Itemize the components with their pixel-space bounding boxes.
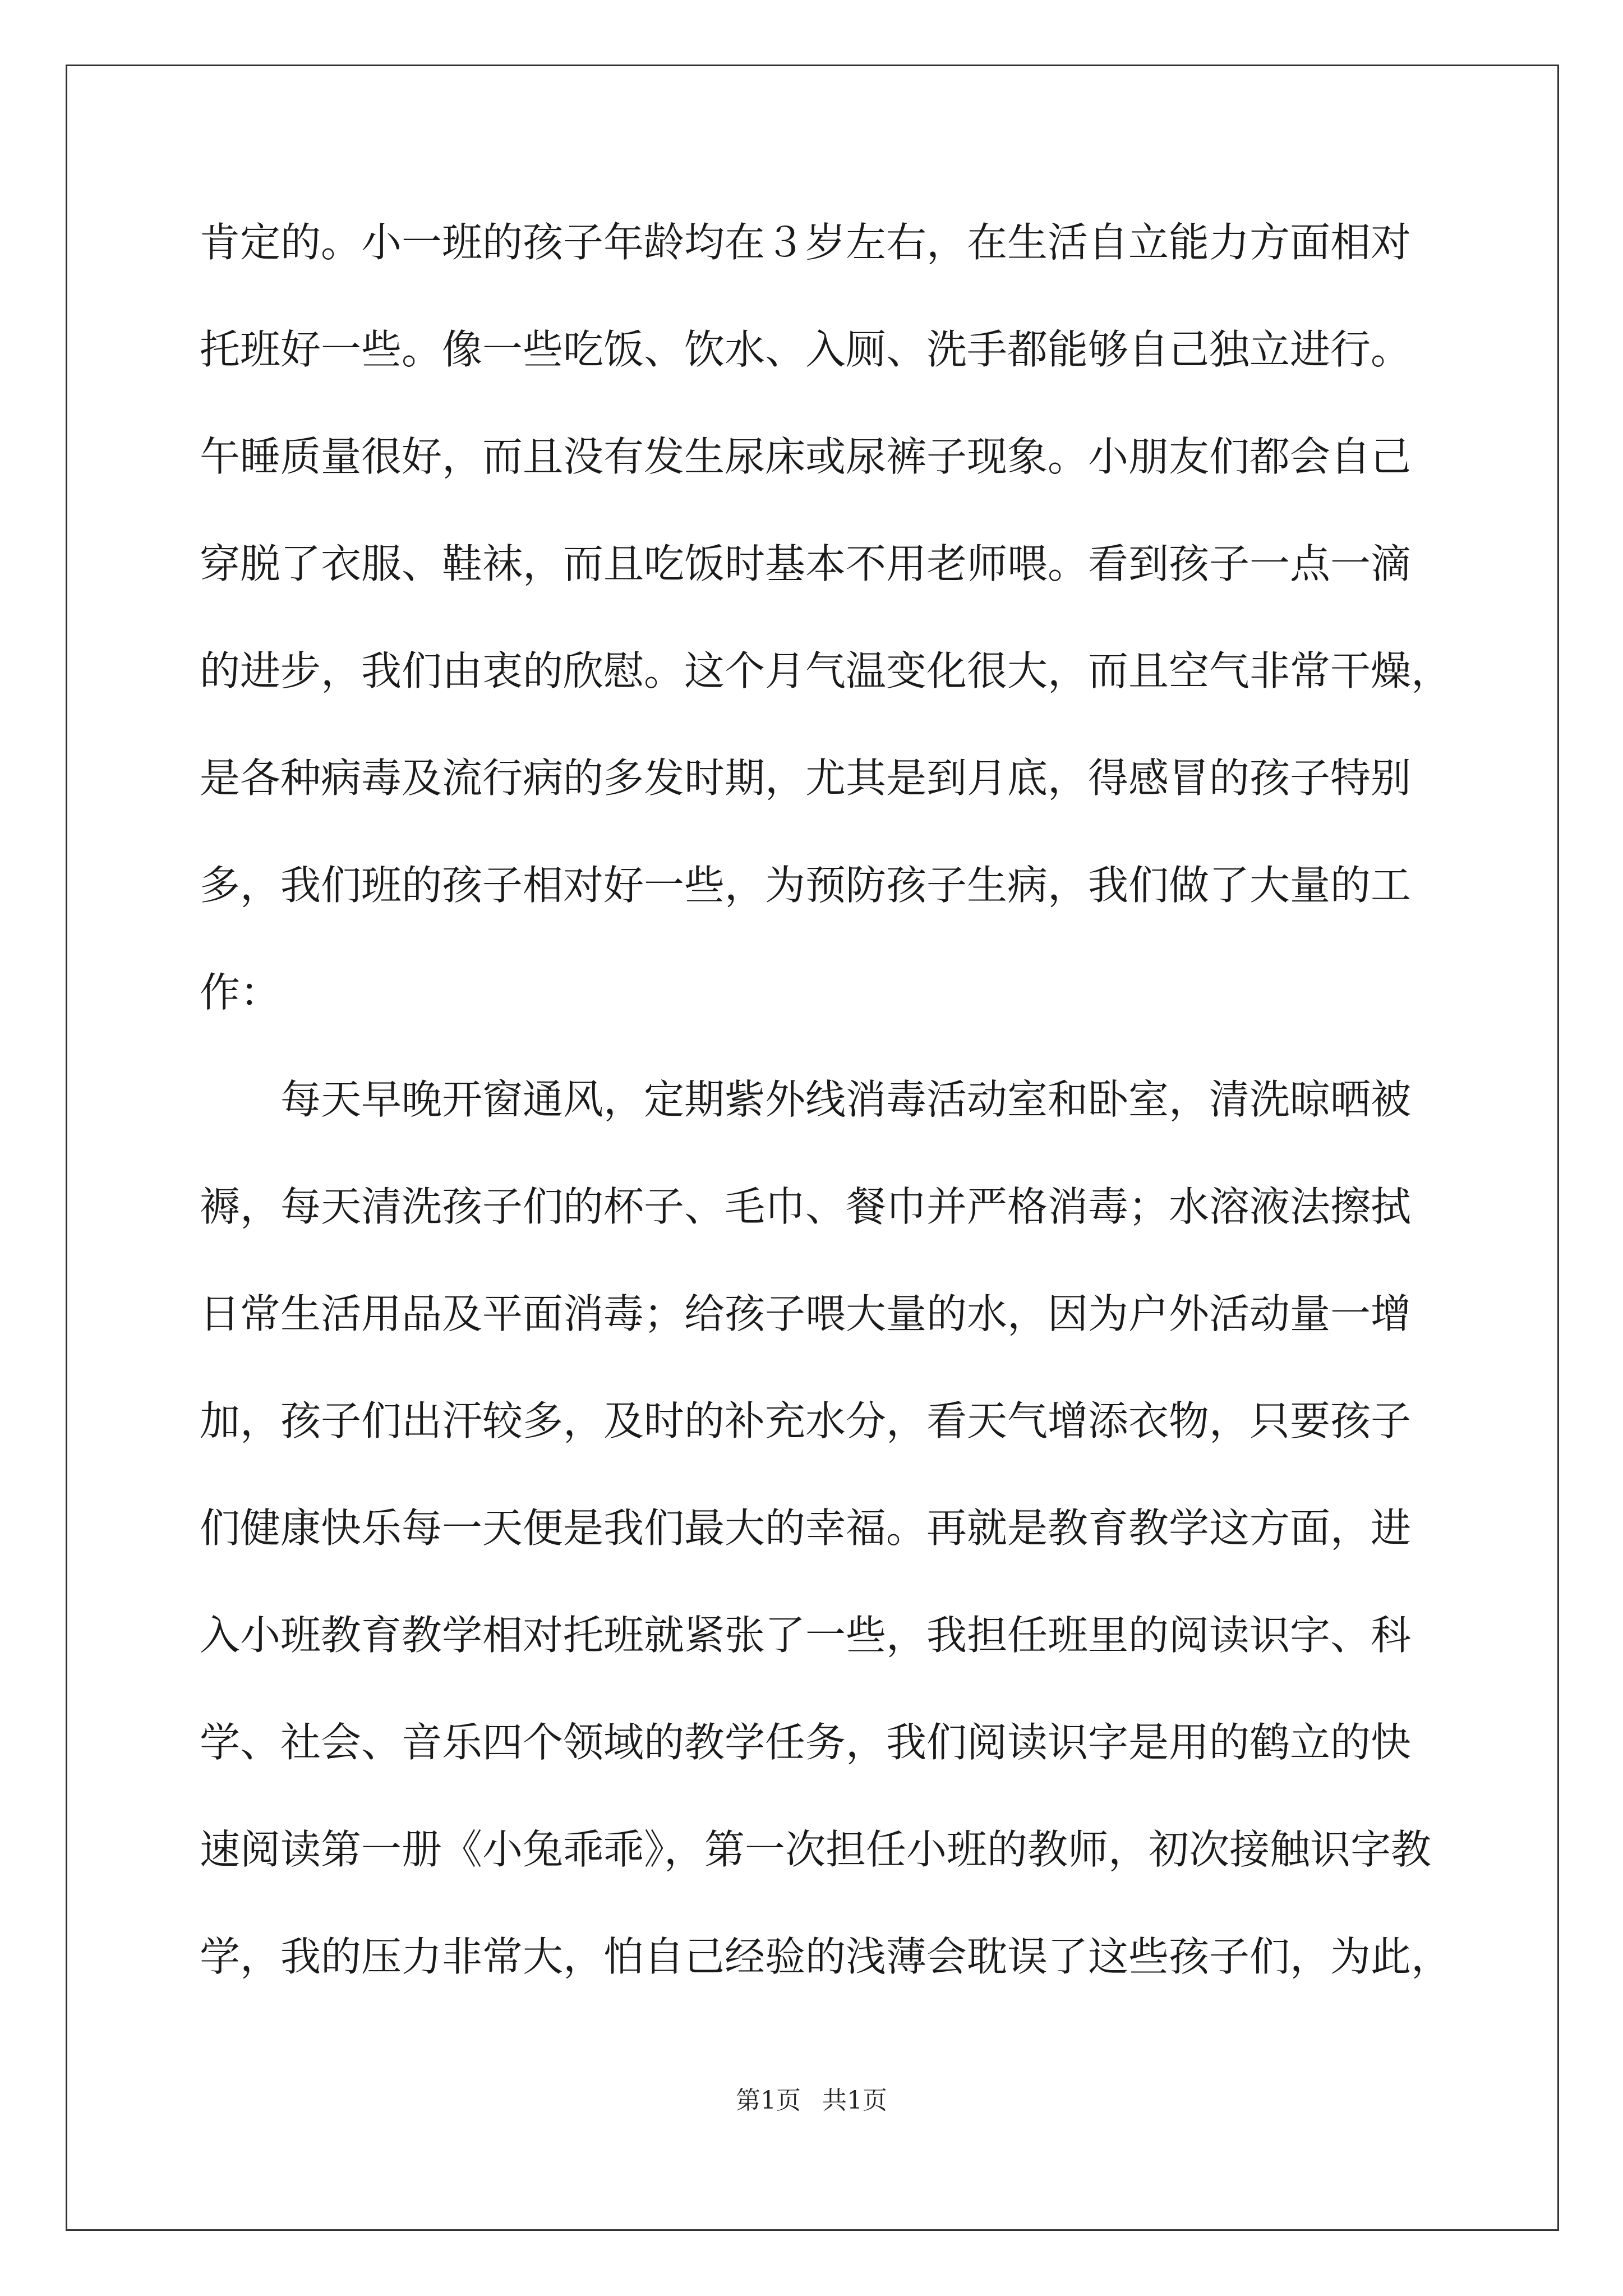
page-footer — [0, 2084, 1623, 2118]
page-number: 第1页 — [736, 2086, 801, 2115]
text-line: 每天早晚开窗通风，定期紫外线消毒活动室和卧室，清洗晾晒被 — [200, 1076, 1412, 1123]
text-line: 褥，每天清洗孩子们的杯子、毛巾、餐巾并严格消毒；水溶液法擦拭 — [200, 1183, 1412, 1230]
text-line: 日常生活用品及平面消毒；给孩子喂大量的水，因为户外活动量一增 — [200, 1290, 1412, 1337]
page-border — [66, 65, 1559, 2231]
page-total: 共1页 — [822, 2086, 887, 2115]
text-line: 穿脱了衣服、鞋袜，而且吃饭时基本不用老师喂。看到孩子一点一滴 — [200, 540, 1412, 587]
text-line: 肯定的。小一班的孩子年龄均在３岁左右，在生活自立能力方面相对 — [200, 219, 1412, 266]
text-line: 作： — [200, 969, 281, 1016]
text-line: 午睡质量很好，而且没有发生尿床或尿裤子现象。小朋友们都会自己 — [200, 433, 1412, 480]
text-line: 学、社会、音乐四个领域的教学任务，我们阅读识字是用的鹤立的快 — [200, 1719, 1412, 1766]
text-line: 加，孩子们出汗较多，及时的补充水分，看天气增添衣物，只要孩子 — [200, 1397, 1412, 1444]
text-line: 们健康快乐每一天便是我们最大的幸福。再就是教育教学这方面，进 — [200, 1504, 1412, 1552]
text-line: 学，我的压力非常大，怕自己经验的浅薄会耽误了这些孩子们，为此， — [200, 1933, 1452, 1980]
text-line: 速阅读第一册《小兔乖乖》，第一次担任小班的教师，初次接触识字教 — [200, 1826, 1432, 1873]
text-line: 多，我们班的孩子相对好一些，为预防孩子生病，我们做了大量的工 — [200, 862, 1412, 909]
text-line: 的进步，我们由衷的欣慰。这个月气温变化很大，而且空气非常干燥， — [200, 647, 1452, 694]
text-line: 是各种病毒及流行病的多发时期，尤其是到月底，得感冒的孩子特别 — [200, 754, 1412, 802]
text-line: 入小班教育教学相对托班就紧张了一些，我担任班里的阅读识字、科 — [200, 1612, 1412, 1659]
text-line: 托班好一些。像一些吃饭、饮水、入厕、洗手都能够自己独立进行。 — [200, 326, 1412, 373]
